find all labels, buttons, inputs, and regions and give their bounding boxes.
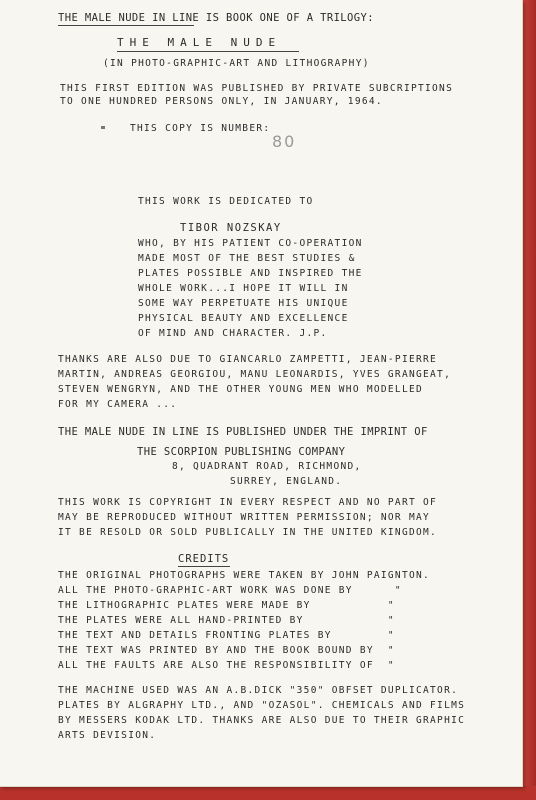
copyright-line: THIS WORK IS COPYRIGHT IN EVERY RESPECT AND NO PART OF [58,497,438,508]
credit-line: THE ORIGINAL PHOTOGRAPHS WERE TAKEN BY JOHN PAIGNTON. [58,570,431,581]
title-underline [117,51,299,52]
machine-line: BY MESSERS KODAK LTD. THANKS ARE ALSO DUE TO THEIR GRAPHIC [58,715,466,726]
imprint-line: THE MALE NUDE IN LINE IS PUBLISHED UNDER THE IMPRINT OF [58,426,428,438]
credits-heading: CREDITS [178,553,230,565]
credit-line: THE TEXT AND DETAILS FRONTING PLATES BY " [58,630,395,641]
thanks-line: THANKS ARE ALSO DUE TO GIANCARLO ZAMPETTI, JEAN-PIERRE [58,354,438,365]
publisher-name: THE SCORPION PUBLISHING COMPANY [137,446,346,458]
dedicatee-name: TIBOR NOZSKAY [180,222,282,234]
book-subtitle: (IN PHOTO-GRAPHIC-ART AND LITHOGRAPHY) [103,58,370,69]
machine-line: PLATES BY ALGRAPHY LTD., AND "OZASOL". CHEMICALS AND FILMS [58,700,466,711]
book-cover-bottom [0,786,536,800]
dash-mark [101,126,105,129]
dedication-line: PHYSICAL BEAUTY AND EXCELLENCE [138,313,349,324]
dedication-intro: THIS WORK IS DEDICATED TO [138,196,314,207]
book-spine-edge [522,0,536,800]
credit-line: ALL THE PHOTO-GRAPHIC-ART WORK WAS DONE BY " [58,585,402,596]
edition-line-2: TO ONE HUNDRED PERSONS ONLY, IN JANUARY, 1964. [60,96,383,107]
thanks-line: FOR MY CAMERA ... [58,399,178,410]
dedication-line: MADE MOST OF THE BEST STUDIES & [138,253,356,264]
copy-number-label: THIS COPY IS NUMBER: [130,123,271,134]
trilogy-line: THE MALE NUDE IN LINE IS BOOK ONE OF A TRILOGY: [58,12,374,24]
credits-underline [178,566,230,567]
thanks-line: STEVEN WENGRYN, AND THE OTHER YOUNG MEN WHO MODELLED [58,384,424,395]
copyright-line: MAY BE REPRODUCED WITHOUT WRITTEN PERMISSION; NOR MAY [58,512,431,523]
credit-line: ALL THE FAULTS ARE ALSO THE RESPONSIBILITY OF " [58,660,395,671]
dedication-line: SOME WAY PERPETUATE HIS UNIQUE [138,298,349,309]
machine-line: THE MACHINE USED WAS AN A.B.DICK "350" OBFSET DUPLICATOR. [58,685,459,696]
dedication-line: WHOLE WORK...I HOPE IT WILL IN [138,283,349,294]
underline-rule [58,25,194,26]
machine-line: ARTS DEVISION. [58,730,157,741]
dedication-line: OF MIND AND CHARACTER. J.P. [138,328,328,339]
credit-line: THE LITHOGRAPHIC PLATES WERE MADE BY " [58,600,395,611]
credit-line: THE PLATES WERE ALL HAND-PRINTED BY " [58,615,395,626]
thanks-line: MARTIN, ANDREAS GEORGIOU, MANU LEONARDIS, YVES GRANGEAT, [58,369,452,380]
publisher-address-2: SURREY, ENGLAND. [230,476,343,487]
credit-line: THE TEXT WAS PRINTED BY AND THE BOOK BOUND BY " [58,645,395,656]
copyright-line: IT BE RESOLD OR SOLD PUBLICALLY IN THE UNITED KINGDOM. [58,527,438,538]
edition-line-1: THIS FIRST EDITION WAS PUBLISHED BY PRIVATE SUBCRIPTIONS [60,83,454,94]
dedication-line: PLATES POSSIBLE AND INSPIRED THE [138,268,363,279]
dedication-line: WHO, BY HIS PATIENT CO-OPERATION [138,238,363,249]
book-title: THE MALE NUDE [117,36,282,49]
publisher-address-1: 8, QUADRANT ROAD, RICHMOND, [172,461,362,472]
copy-number: 80 [272,132,297,151]
